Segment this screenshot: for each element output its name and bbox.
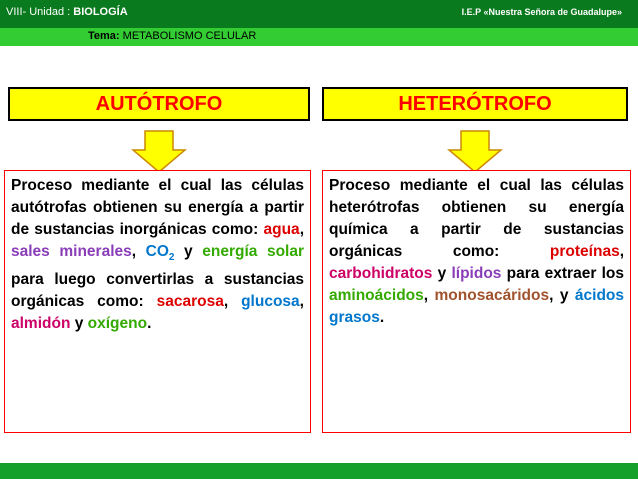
separator: ,: [619, 243, 624, 260]
term-aminoacidos: aminoácidos: [329, 287, 424, 304]
heterotrofo-text-2: para extraer los: [501, 265, 624, 282]
autotrofo-description: [4, 170, 311, 433]
unit-label: VIII- Unidad :: [6, 6, 74, 18]
term-lipidos: lípidos: [451, 265, 502, 282]
co2-subscript: 2: [168, 252, 175, 264]
term-acidos-grasos: ácidos grasos: [329, 287, 624, 326]
term-almidon: almidón: [11, 315, 71, 333]
separator: y: [432, 265, 452, 282]
separator: y: [70, 315, 88, 333]
separator: , y: [549, 287, 575, 304]
separator: ,: [131, 243, 146, 260]
topic-line: [88, 30, 256, 42]
term-oxigeno: oxígeno: [87, 315, 148, 333]
term-proteinas: proteínas: [549, 243, 620, 260]
term-co2: [145, 243, 175, 264]
term-sales-minerales: sales minerales: [11, 243, 132, 260]
term-sacarosa: sacarosa: [156, 293, 224, 311]
topic-label: Tema:: [88, 30, 120, 42]
down-arrow-icon: [447, 130, 503, 174]
separator: ,: [423, 287, 429, 304]
separator: ,: [299, 221, 304, 238]
heterotrofo-text-1: Proceso mediante el cual las células heterótrofas obtienen su energía química a partir de sustancias orgánicas como:: [329, 177, 624, 260]
term-agua: agua: [263, 221, 300, 238]
header-bar: [0, 0, 638, 28]
topic-name: METABOLISMO CELULAR: [122, 30, 257, 42]
heterotrofo-description: [322, 170, 631, 433]
school-name: I.E.P «Nuestra Señora de Guadalupe»: [461, 7, 622, 17]
autotrofo-text-2: para luego convertirlas a sustancias orgánicas como:: [11, 271, 304, 311]
separator: .: [147, 315, 152, 333]
unit-title: [6, 6, 128, 18]
autotrofo-text-1: Proceso mediante el cual las células autótrofas obtienen su energía a partir de sustancias inorgánicas como:: [11, 177, 304, 238]
unit-name: BIOLOGÍA: [73, 6, 128, 18]
topic-bar: [0, 28, 638, 46]
co2-text: CO: [145, 243, 169, 260]
heterotrofo-title: HETERÓTROFO: [322, 87, 628, 121]
separator: ,: [223, 293, 242, 311]
separator: y: [174, 243, 203, 260]
term-carbohidratos: carbohidratos: [329, 265, 433, 282]
separator: .: [379, 309, 385, 326]
footer-bar: [0, 463, 638, 479]
separator: ,: [299, 293, 304, 311]
down-arrow-icon: [131, 130, 187, 174]
autotrofo-title: AUTÓTROFO: [8, 87, 310, 121]
term-glucosa: glucosa: [241, 293, 300, 311]
term-monosacaridos: monosacáridos: [434, 287, 550, 304]
term-energia-solar: energía solar: [202, 243, 304, 260]
